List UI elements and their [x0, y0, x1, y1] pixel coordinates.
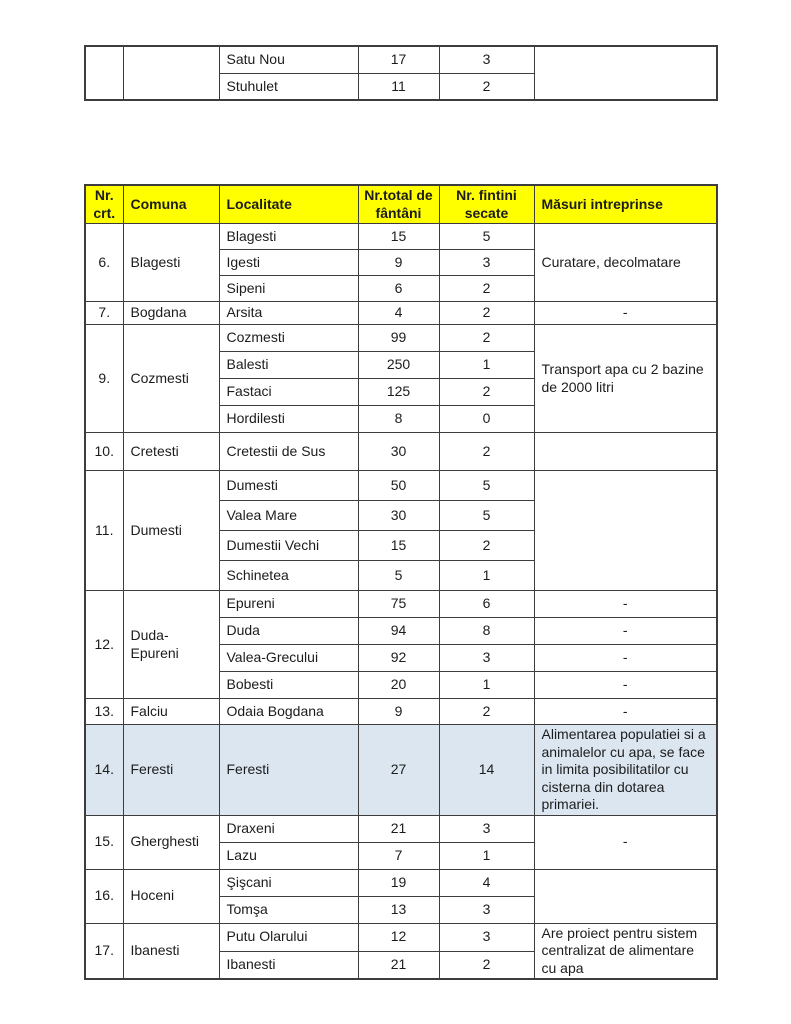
masuri-cell: -: [534, 815, 717, 869]
total-cell: 7: [358, 842, 439, 869]
secate-cell: 2: [439, 73, 534, 100]
localitate-cell: Schinetea: [219, 561, 358, 591]
localitate-cell: Putu Olarului: [219, 923, 358, 951]
localitate-cell: Satu Nou: [219, 46, 358, 73]
localitate-cell: Cozmesti: [219, 325, 358, 352]
localitate-cell: Balesti: [219, 352, 358, 379]
masuri-cell: -: [534, 302, 717, 325]
masuri-cell: [534, 471, 717, 591]
secate-cell: 4: [439, 869, 534, 896]
nr-cell: 15.: [85, 815, 123, 869]
total-cell: 4: [358, 302, 439, 325]
localitate-cell: Lazu: [219, 842, 358, 869]
masuri-cell: Curatare, decolmatare: [534, 224, 717, 302]
fragment-table: [84, 45, 718, 101]
secate-cell: 3: [439, 815, 534, 842]
secate-cell: 1: [439, 352, 534, 379]
nr-cell: 7.: [85, 302, 123, 325]
secate-cell: 5: [439, 224, 534, 250]
total-cell: 9: [358, 250, 439, 276]
total-cell: 99: [358, 325, 439, 352]
total-cell: 75: [358, 591, 439, 618]
secate-cell: 1: [439, 561, 534, 591]
secate-cell: 14: [439, 725, 534, 816]
total-cell: 5: [358, 561, 439, 591]
total-cell: 21: [358, 951, 439, 979]
header-secate: Nr. fintini secate: [439, 185, 534, 224]
table-row: [85, 325, 717, 352]
masuri-cell: -: [534, 645, 717, 672]
secate-cell: 3: [439, 645, 534, 672]
nr-cell: 9.: [85, 325, 123, 433]
secate-cell: 1: [439, 842, 534, 869]
secate-cell: 3: [439, 923, 534, 951]
localitate-cell: Dumesti: [219, 471, 358, 501]
table-row: [85, 591, 717, 618]
header-nr: Nr. crt.: [85, 185, 123, 224]
secate-cell: 3: [439, 250, 534, 276]
total-cell: 20: [358, 672, 439, 699]
table-row: [85, 699, 717, 725]
localitate-cell: Cretestii de Sus: [219, 433, 358, 471]
table-row-highlighted: [85, 725, 717, 816]
nr-cell: 13.: [85, 699, 123, 725]
table-row: [85, 815, 717, 842]
masuri-cell: [534, 869, 717, 923]
header-row: [85, 185, 717, 224]
nr-cell: 12.: [85, 591, 123, 699]
table-row: [85, 302, 717, 325]
secate-cell: 3: [439, 896, 534, 923]
comuna-cell: [123, 46, 219, 100]
table-row: [85, 471, 717, 501]
total-cell: 8: [358, 406, 439, 433]
masuri-cell: [534, 433, 717, 471]
masuri-cell: Alimentarea populatiei si a animalelor cu apa, se face in limita posibilitatilor cu cisterna din dotarea primariei.: [534, 725, 717, 816]
masuri-cell: -: [534, 672, 717, 699]
secate-cell: 8: [439, 618, 534, 645]
header-comuna: Comuna: [123, 185, 219, 224]
secate-cell: 2: [439, 379, 534, 406]
total-cell: 50: [358, 471, 439, 501]
masuri-cell: Transport apa cu 2 bazine de 2000 litri: [534, 325, 717, 433]
total-cell: 17: [358, 46, 439, 73]
secate-cell: 2: [439, 531, 534, 561]
nr-cell: 10.: [85, 433, 123, 471]
localitate-cell: Dumestii Vechi: [219, 531, 358, 561]
nr-cell: [85, 46, 123, 100]
masuri-cell: -: [534, 699, 717, 725]
masuri-cell: Are proiect pentru sistem centralizat de alimentare cu apa: [534, 923, 717, 979]
secate-cell: 2: [439, 951, 534, 979]
localitate-cell: Sipeni: [219, 276, 358, 302]
total-cell: 30: [358, 433, 439, 471]
total-cell: 250: [358, 352, 439, 379]
comuna-cell: Cozmesti: [123, 325, 219, 433]
masuri-cell: [534, 46, 717, 100]
total-cell: 11: [358, 73, 439, 100]
secate-cell: 1: [439, 672, 534, 699]
localitate-cell: Fastaci: [219, 379, 358, 406]
comuna-cell: Bogdana: [123, 302, 219, 325]
secate-cell: 2: [439, 276, 534, 302]
nr-cell: 17.: [85, 923, 123, 979]
localitate-cell: Feresti: [219, 725, 358, 816]
header-masuri: Măsuri intreprinse: [534, 185, 717, 224]
secate-cell: 2: [439, 325, 534, 352]
localitate-cell: Hordilesti: [219, 406, 358, 433]
comuna-cell: Ibanesti: [123, 923, 219, 979]
table-row: [85, 869, 717, 896]
total-cell: 19: [358, 869, 439, 896]
nr-cell: 11.: [85, 471, 123, 591]
comuna-cell: Feresti: [123, 725, 219, 816]
localitate-cell: Bobesti: [219, 672, 358, 699]
total-cell: 27: [358, 725, 439, 816]
secate-cell: 5: [439, 471, 534, 501]
total-cell: 12: [358, 923, 439, 951]
total-cell: 94: [358, 618, 439, 645]
header-total: Nr.total de fântâni: [358, 185, 439, 224]
total-cell: 15: [358, 531, 439, 561]
localitate-cell: Stuhulet: [219, 73, 358, 100]
localitate-cell: Odaia Bogdana: [219, 699, 358, 725]
total-cell: 15: [358, 224, 439, 250]
secate-cell: 0: [439, 406, 534, 433]
localitate-cell: Ibanesti: [219, 951, 358, 979]
localitate-cell: Şişcani: [219, 869, 358, 896]
comuna-cell: Gherghesti: [123, 815, 219, 869]
total-cell: 9: [358, 699, 439, 725]
comuna-cell: Duda-Epureni: [123, 591, 219, 699]
main-table: [84, 184, 718, 980]
header-localitate: Localitate: [219, 185, 358, 224]
localitate-cell: Duda: [219, 618, 358, 645]
total-cell: 125: [358, 379, 439, 406]
total-cell: 13: [358, 896, 439, 923]
localitate-cell: Epureni: [219, 591, 358, 618]
total-cell: 30: [358, 501, 439, 531]
secate-cell: 2: [439, 699, 534, 725]
localitate-cell: Igesti: [219, 250, 358, 276]
secate-cell: 2: [439, 302, 534, 325]
localitate-cell: Arsita: [219, 302, 358, 325]
table-row: [85, 224, 717, 250]
localitate-cell: Tomşa: [219, 896, 358, 923]
localitate-cell: Draxeni: [219, 815, 358, 842]
masuri-cell: -: [534, 618, 717, 645]
table-row: [85, 923, 717, 951]
nr-cell: 14.: [85, 725, 123, 816]
comuna-cell: Hoceni: [123, 869, 219, 923]
nr-cell: 16.: [85, 869, 123, 923]
table-row: [85, 46, 717, 73]
masuri-cell: -: [534, 591, 717, 618]
comuna-cell: Cretesti: [123, 433, 219, 471]
secate-cell: 3: [439, 46, 534, 73]
total-cell: 6: [358, 276, 439, 302]
total-cell: 21: [358, 815, 439, 842]
secate-cell: 5: [439, 501, 534, 531]
secate-cell: 6: [439, 591, 534, 618]
comuna-cell: Falciu: [123, 699, 219, 725]
comuna-cell: Dumesti: [123, 471, 219, 591]
secate-cell: 2: [439, 433, 534, 471]
comuna-cell: Blagesti: [123, 224, 219, 302]
localitate-cell: Valea Mare: [219, 501, 358, 531]
total-cell: 92: [358, 645, 439, 672]
nr-cell: 6.: [85, 224, 123, 302]
localitate-cell: Valea-Grecului: [219, 645, 358, 672]
table-row: [85, 433, 717, 471]
localitate-cell: Blagesti: [219, 224, 358, 250]
